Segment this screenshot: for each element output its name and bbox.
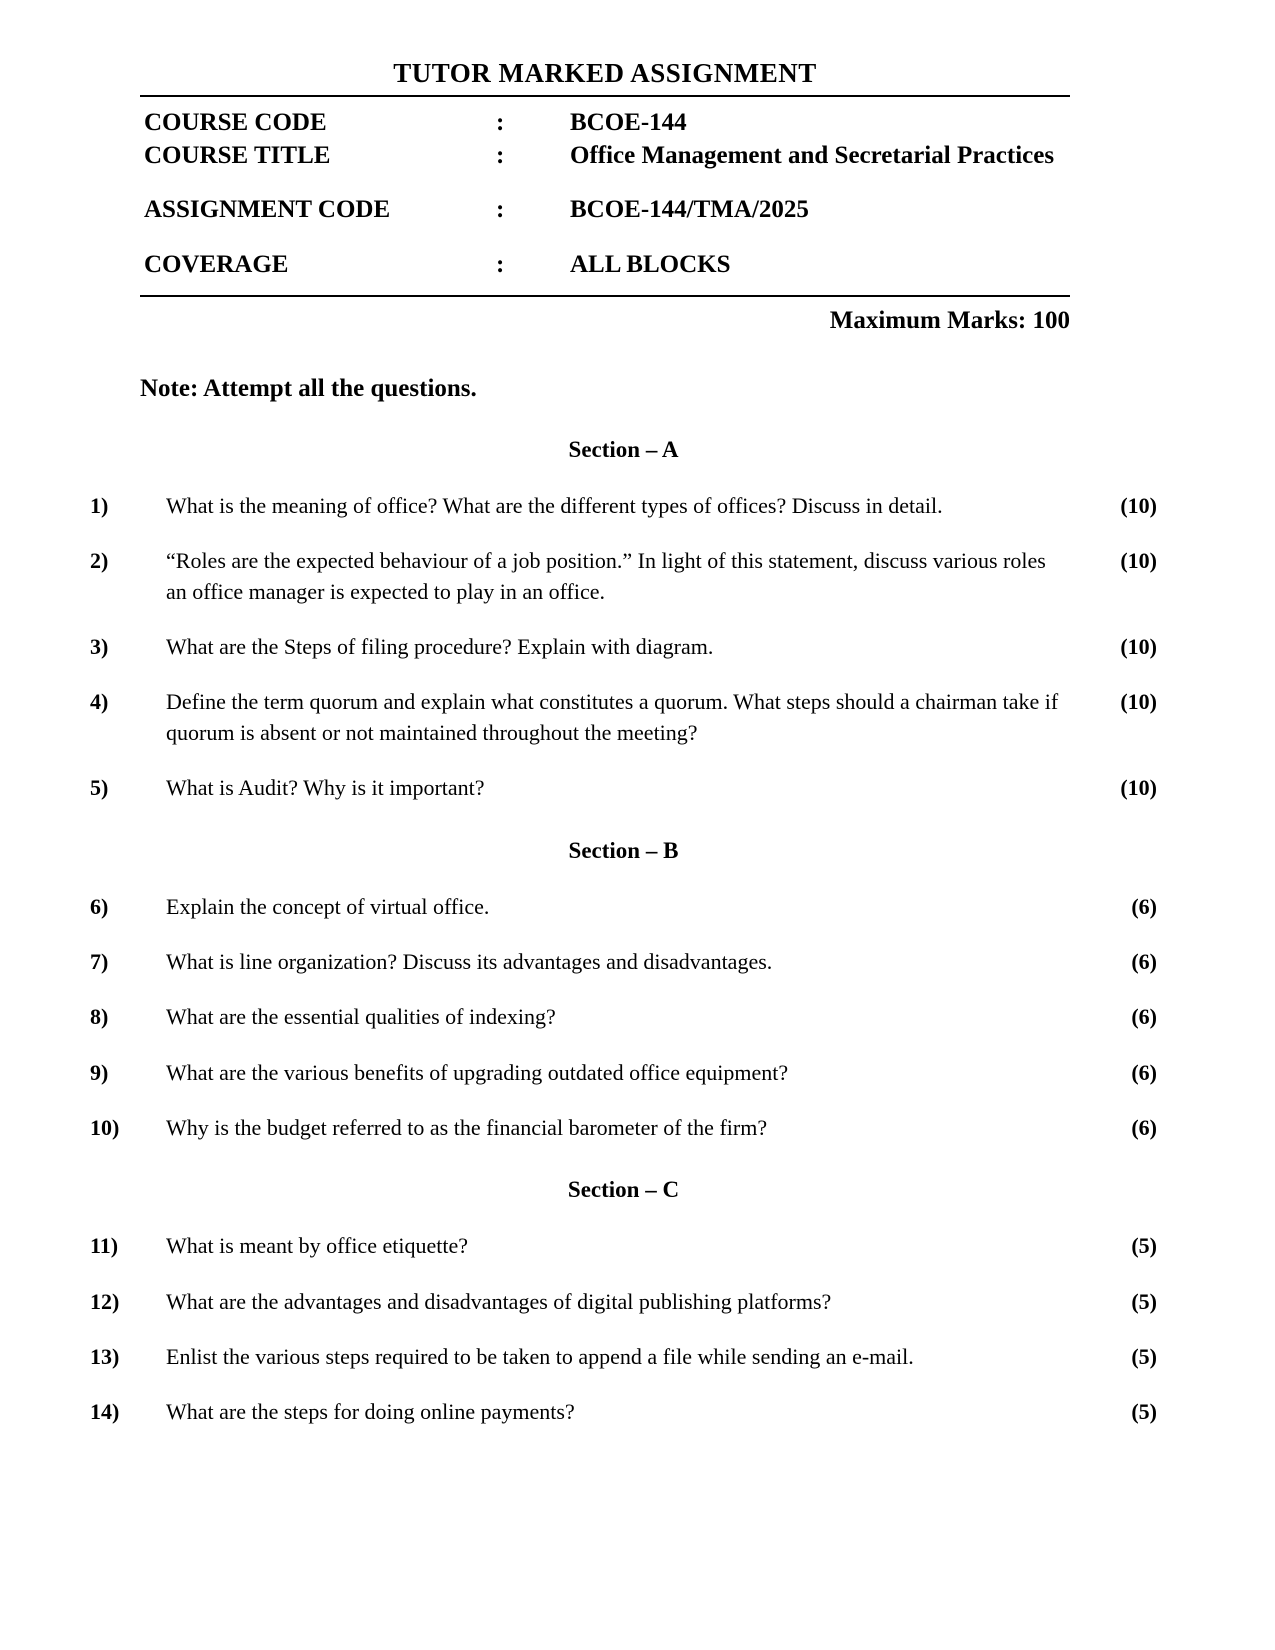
question-row — [90, 1058, 1157, 1088]
question-row — [90, 687, 1157, 748]
question-row — [90, 491, 1157, 521]
question-marks: (5) — [1131, 1288, 1157, 1314]
header-row-course-title — [144, 140, 1070, 173]
question-number: 2) — [90, 548, 109, 574]
page-title: TUTOR MARKED ASSIGNMENT — [393, 58, 817, 88]
question-row — [90, 1113, 1157, 1143]
header-rows — [140, 97, 1070, 295]
question-row — [90, 546, 1157, 607]
question-text: What are the Steps of filing procedure? Explain with diagram. — [166, 634, 714, 660]
question-row — [90, 947, 1157, 977]
question-number: 9) — [90, 1059, 109, 1085]
question-number: 4) — [90, 689, 109, 715]
section-c — [90, 1177, 1157, 1427]
question-number: 1) — [90, 493, 109, 518]
question-text: What is meant by office etiquette? — [166, 1233, 468, 1259]
question-number: 10) — [90, 1114, 120, 1140]
section-b — [90, 838, 1157, 1144]
header-value: Office Management and Secretarial Practices — [570, 141, 1055, 169]
question-marks: (6) — [1131, 948, 1157, 974]
question-text: What are the various benefits of upgrading outdated office equipment? — [166, 1059, 789, 1085]
note: Note: Attempt all the questions. — [140, 375, 477, 402]
header-separator: : — [496, 109, 505, 136]
header-separator: : — [496, 196, 505, 223]
question-marks: (5) — [1131, 1399, 1157, 1425]
question-row — [90, 632, 1157, 662]
header-rule — [140, 295, 1070, 297]
question-row — [90, 1397, 1157, 1427]
question-row — [90, 773, 1157, 803]
question-number: 11) — [90, 1233, 119, 1259]
section-heading: Section – B — [568, 837, 679, 863]
question-text: Why is the budget referred to as the financial barometer of the firm? — [166, 1114, 768, 1140]
question-number: 7) — [90, 948, 109, 974]
header-row-coverage — [144, 249, 1070, 282]
question-row — [90, 1002, 1157, 1032]
header-value: ALL BLOCKS — [570, 250, 731, 278]
question-text: Enlist the various steps required to be taken to append a file while sending an e-mail. — [166, 1344, 914, 1370]
header-label: COVERAGE — [144, 250, 289, 278]
question-number: 13) — [90, 1344, 120, 1370]
question-row — [90, 1231, 1157, 1261]
question-row — [90, 1287, 1157, 1317]
header-separator: : — [496, 141, 505, 169]
header-row-course-code — [144, 107, 1070, 140]
header-label: ASSIGNMENT CODE — [144, 196, 391, 223]
header-value: BCOE-144/TMA/2025 — [570, 196, 809, 223]
header-row-assignment-code — [144, 194, 1070, 227]
question-text: What are the advantages and disadvantages of digital publishing platforms? — [166, 1288, 832, 1314]
question-marks: (10) — [1120, 634, 1157, 660]
question-marks: (5) — [1131, 1344, 1157, 1370]
question-number: 14) — [90, 1399, 120, 1425]
question-text: What are the essential qualities of indexing? — [166, 1004, 556, 1030]
question-marks: (10) — [1120, 689, 1157, 715]
header-label: COURSE TITLE — [144, 141, 331, 169]
question-number: 8) — [90, 1004, 109, 1030]
question-text: What is line organization? Discuss its advantages and disadvantages. — [166, 948, 773, 974]
assignment-header — [140, 58, 1070, 335]
question-marks: (10) — [1120, 548, 1157, 574]
section-heading: Section – A — [568, 437, 679, 462]
question-text: “Roles are the expected behaviour of a job position.” In light of this statement, discuss various roles an office manager is expected to play in an office. — [166, 548, 1046, 604]
question-number: 6) — [90, 893, 109, 919]
question-row — [90, 1342, 1157, 1372]
section-a — [90, 437, 1157, 804]
question-number: 5) — [90, 775, 109, 801]
question-number: 12) — [90, 1288, 120, 1314]
question-marks: (6) — [1131, 893, 1157, 919]
question-marks: (6) — [1131, 1114, 1157, 1140]
question-text: Explain the concept of virtual office. — [166, 893, 490, 919]
question-text: Define the term quorum and explain what constitutes a quorum. What steps should a chairman take if quorum is absent or not maintained throughout the meeting? — [166, 689, 1059, 745]
question-text: What is the meaning of office? What are the different types of offices? Discuss in detail. — [166, 493, 943, 518]
section-heading: Section – C — [567, 1177, 680, 1203]
question-marks: (10) — [1120, 493, 1157, 518]
question-marks: (10) — [1120, 775, 1157, 801]
question-marks: (5) — [1131, 1233, 1157, 1259]
header-value: BCOE-144 — [570, 109, 687, 136]
header-separator: : — [496, 250, 505, 278]
question-marks: (6) — [1131, 1004, 1157, 1030]
question-marks: (6) — [1131, 1059, 1157, 1085]
max-marks: Maximum Marks: 100 — [829, 307, 1070, 334]
question-text: What is Audit? Why is it important? — [166, 775, 485, 801]
header-label: COURSE CODE — [144, 109, 327, 136]
question-number: 3) — [90, 634, 109, 660]
question-row — [90, 892, 1157, 922]
question-text: What are the steps for doing online payments? — [166, 1399, 575, 1425]
